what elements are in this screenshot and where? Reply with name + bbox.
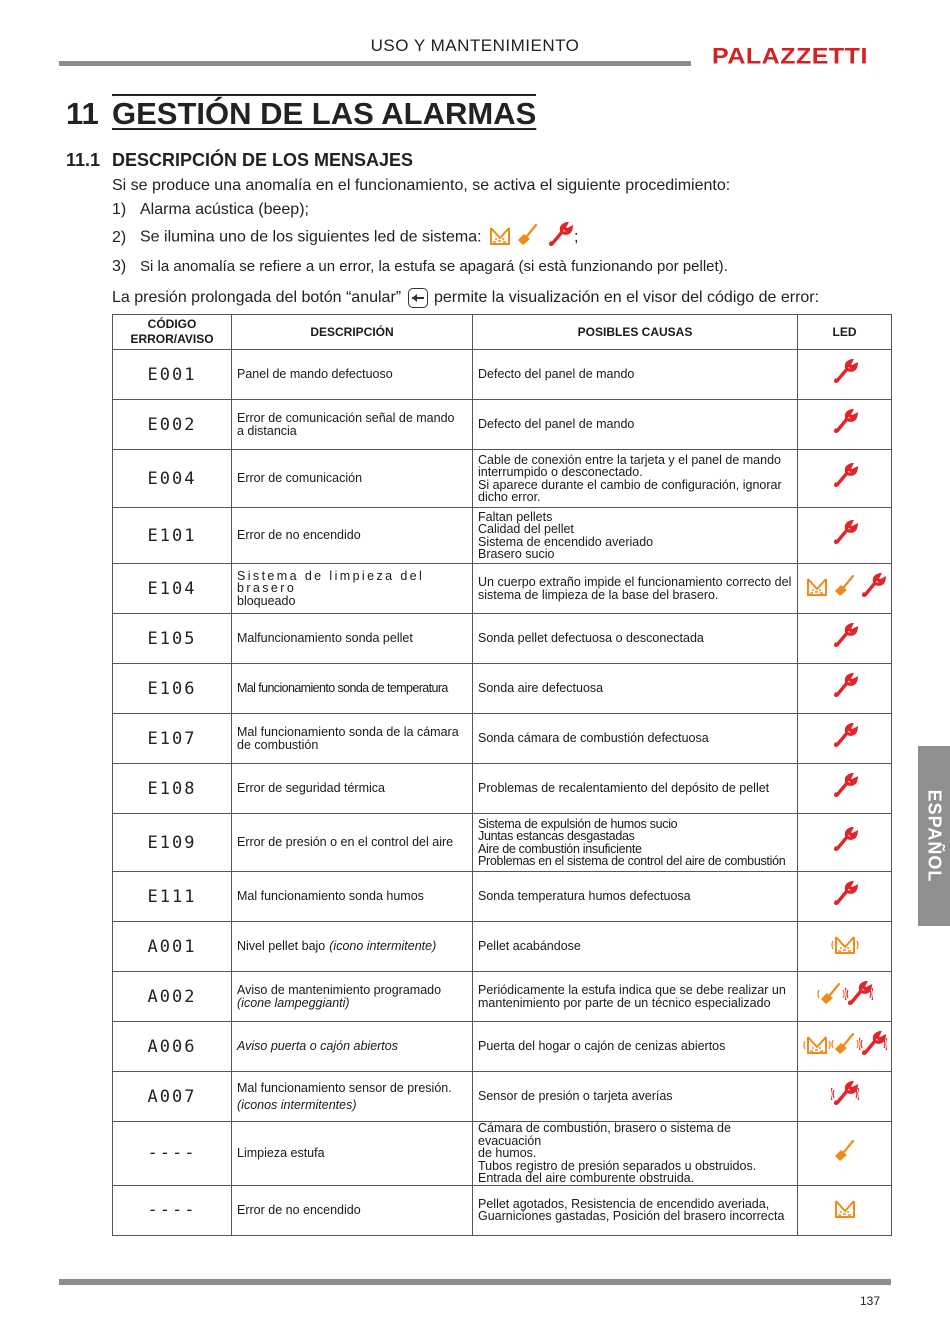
wrench-icon: [831, 623, 859, 654]
description-line: Error de seguridad térmica: [237, 781, 385, 796]
broom-icon: [514, 222, 542, 253]
step-text: Se ilumina uno de los siguientes led de sistema:: [140, 228, 482, 246]
wrench-icon: [831, 520, 859, 551]
cause-line: Sensor de presión o tarjeta averías: [478, 1089, 673, 1104]
chapter-heading: [66, 96, 536, 132]
possible-causes: [473, 350, 798, 400]
error-code: E111: [113, 872, 232, 922]
table-row: [113, 714, 892, 764]
description-line: (icono intermitente): [329, 939, 437, 954]
led-indicator: [798, 714, 892, 764]
description-line: bloqueado: [237, 593, 296, 608]
description-line: Sistema de limpieza del brasero: [237, 568, 425, 596]
error-description: [232, 714, 473, 764]
error-description: [232, 922, 473, 972]
pellet-hopper-icon: [831, 1195, 859, 1226]
led-indicator: [798, 922, 892, 972]
cause-line: dicho error.: [478, 490, 541, 504]
pellet-hopper-icon: [803, 573, 831, 604]
cause-line: Tubos registro de presión separados u obstruidos.: [478, 1158, 757, 1173]
description-line: Aviso puerta o cajón abiertos: [237, 1039, 398, 1054]
section-heading: [66, 150, 413, 171]
led-indicator: [798, 972, 892, 1022]
error-code: E001: [113, 350, 232, 400]
header-title: USO Y MANTENIMIENTO: [370, 36, 580, 55]
led-indicator: [798, 400, 892, 450]
alarm-table: [112, 314, 892, 1236]
broom-icon: [831, 573, 859, 604]
possible-causes: [473, 1122, 798, 1186]
cause-line: Defecto del panel de mando: [478, 367, 635, 382]
cause-line: Aire de combustión insuficiente: [478, 841, 642, 856]
wrench-icon: [831, 723, 859, 754]
cause-line: Cable de conexión entre la tarjeta y el panel de mando: [478, 452, 781, 467]
possible-causes: [473, 972, 798, 1022]
led-indicator: [798, 450, 892, 508]
description-line: Error de presión o en el control del aire: [237, 835, 454, 850]
description-line: Mal funcionamiento sonda de temperatura: [237, 681, 448, 696]
led-indicator: [798, 1022, 892, 1072]
cause-line: Periódicamente la estufa indica que se debe realizar un: [478, 983, 786, 997]
cause-line: Problemas en el sistema de control del aire de combustión: [478, 854, 786, 868]
led-indicator: [798, 872, 892, 922]
table-row: [113, 450, 892, 508]
wrench-icon: [831, 881, 859, 912]
error-description: [232, 1122, 473, 1186]
table-row: [113, 614, 892, 664]
cause-line: Defecto del panel de mando: [478, 417, 635, 432]
step-number: 3): [112, 258, 127, 275]
error-code: E004: [113, 450, 232, 508]
footer-rule: [59, 1279, 891, 1285]
error-description: [232, 508, 473, 564]
table-row: [113, 1185, 892, 1235]
description-line: Nivel pellet bajo: [237, 939, 326, 954]
cause-line: Sonda temperatura humos defectuosa: [478, 889, 691, 904]
error-code: E109: [113, 814, 232, 872]
wrench-icon: [859, 573, 887, 604]
step-tail: ;: [573, 228, 579, 246]
cause-line: interrumpido o desconectado.: [478, 465, 643, 479]
table-row: [113, 1072, 892, 1122]
table-row: [113, 350, 892, 400]
led-indicator: [798, 764, 892, 814]
cause-line: Brasero sucio: [478, 547, 555, 561]
table-row: [113, 972, 892, 1022]
cause-line: Sonda aire defectuosa: [478, 681, 604, 696]
error-code: E101: [113, 508, 232, 564]
cause-line: Sonda cámara de combustión defectuosa: [478, 731, 709, 746]
table-row: [113, 664, 892, 714]
error-code: A001: [113, 922, 232, 972]
wrench-icon: [831, 409, 859, 440]
cause-line: Problemas de recalentamiento del depósito de pellet: [478, 781, 770, 796]
wrench-icon: [831, 773, 859, 804]
table-row: [113, 1022, 892, 1072]
description-line: (iconos intermitentes): [237, 1098, 357, 1112]
description-line: Panel de mando defectuoso: [237, 367, 393, 382]
anular-note: [112, 288, 819, 308]
chapter-title: GESTIÓN DE LAS ALARMAS: [112, 96, 537, 131]
error-description: [232, 872, 473, 922]
error-description: [232, 664, 473, 714]
brand-logo: PALAZZETTI: [712, 43, 868, 69]
description-line: (icone lampeggianti): [237, 995, 350, 1010]
error-description: [232, 764, 473, 814]
cause-line: sistema de limpieza de la base del brasero.: [478, 587, 719, 602]
table-row: [113, 764, 892, 814]
description-line: Malfuncionamiento sonda pellet: [237, 631, 413, 646]
error-description: [232, 400, 473, 450]
header-rule: [59, 61, 691, 66]
possible-causes: [473, 564, 798, 614]
description-line: Error de no encendido: [237, 1202, 361, 1217]
cause-line: Entrada del aire comburente obstruida.: [478, 1171, 695, 1185]
possible-causes: [473, 508, 798, 564]
cause-line: Juntas estancas desgastadas: [478, 829, 635, 843]
step-2: [112, 222, 578, 253]
led-indicator: [798, 814, 892, 872]
broom-icon: [831, 1138, 859, 1169]
note-before: La presión prolongada del botón “anular”: [112, 289, 402, 307]
error-code: E104: [113, 564, 232, 614]
error-description: [232, 350, 473, 400]
system-led-icons: [486, 222, 574, 253]
chapter-number: 11: [66, 96, 99, 131]
description-line: Error de comunicación señal de mando: [237, 411, 455, 425]
wrench-icon: [831, 827, 859, 858]
error-description: [232, 1022, 473, 1072]
anular-button-icon: [408, 288, 428, 308]
possible-causes: [473, 1185, 798, 1235]
description-line: a distancia: [237, 423, 297, 438]
error-code: A007: [113, 1072, 232, 1122]
error-code: A006: [113, 1022, 232, 1072]
table-row: [113, 508, 892, 564]
pellet-hopper-icon: [486, 222, 514, 253]
cause-line: Faltan pellets: [478, 509, 553, 524]
cause-line: Sonda pellet defectuosa o desconectada: [478, 631, 704, 646]
page-number: 137: [860, 1294, 881, 1308]
step-number: 2): [112, 228, 127, 246]
led-indicator: [798, 614, 892, 664]
description-line: Mal funcionamiento sonda de la cámara: [237, 725, 459, 739]
header-causes: POSIBLES CAUSAS: [473, 315, 798, 350]
description-line: Limpieza estufa: [237, 1146, 325, 1160]
wrench-icon: [831, 463, 859, 494]
header-code: CÓDIGO ERROR/AVISO: [113, 315, 232, 350]
led-indicator: [798, 564, 892, 614]
table-row: [113, 1122, 892, 1186]
description-line: Error de comunicación: [237, 471, 363, 486]
error-description: [232, 972, 473, 1022]
header-led: LED: [798, 315, 892, 350]
note-after: permite la visualización en el visor del código de error:: [434, 289, 820, 307]
description-line: Mal funcionamiento sonda humos: [237, 889, 424, 904]
cause-line: Si aparece durante el cambio de configuración, ignorar: [478, 477, 782, 492]
table-row: [113, 400, 892, 450]
cause-line: Guarniciones gastadas, Posición del brasero incorrecta: [478, 1209, 785, 1223]
table-row: [113, 872, 892, 922]
intro-text: Si se produce una anomalía en el funcionamiento, se activa el siguiente procedimiento:: [112, 177, 731, 194]
possible-causes: [473, 814, 798, 872]
section-number: 11.1: [66, 150, 101, 170]
description-line: Mal funcionamiento sensor de presión.: [237, 1080, 452, 1095]
description-line: de combustión: [237, 737, 319, 752]
error-code: ----: [113, 1122, 232, 1186]
led-indicator: [798, 1185, 892, 1235]
step-text: Si la anomalía se refiere a un error, la estufa se apagará (si està funzionando por pellet): [140, 258, 724, 275]
step-3: [112, 258, 728, 276]
error-code: E106: [113, 664, 232, 714]
section-title: DESCRIPCIÓN DE LOS MENSAJES: [112, 150, 414, 170]
error-description: [232, 614, 473, 664]
side-tab: [918, 746, 950, 926]
possible-causes: [473, 450, 798, 508]
step-number: 1): [112, 201, 127, 218]
description-line: Aviso de mantenimiento programado: [237, 983, 442, 997]
wrench-icon: [831, 1081, 859, 1112]
possible-causes: [473, 872, 798, 922]
wrench-icon: [845, 981, 873, 1012]
led-indicator: [798, 350, 892, 400]
error-description: [232, 1185, 473, 1235]
error-code: E107: [113, 714, 232, 764]
cause-line: de humos.: [478, 1146, 537, 1160]
table-row: [113, 814, 892, 872]
table-header-row: [113, 315, 892, 350]
error-code: E108: [113, 764, 232, 814]
error-code: ----: [113, 1185, 232, 1235]
led-indicator: [798, 1122, 892, 1186]
table-row: [113, 922, 892, 972]
pellet-hopper-icon: [831, 931, 859, 962]
error-description: [232, 450, 473, 508]
cause-line: Sistema de expulsión de humos sucio: [478, 816, 678, 831]
error-code: A002: [113, 972, 232, 1022]
table-row: [113, 564, 892, 614]
possible-causes: [473, 614, 798, 664]
side-tab-label: ESPAÑOL: [924, 789, 945, 883]
cause-line: Puerta del hogar o cajón de cenizas abiertos: [478, 1039, 726, 1054]
led-indicator: [798, 664, 892, 714]
pellet-hopper-icon: [803, 1031, 831, 1062]
step-tail: .: [723, 258, 728, 275]
error-code: E105: [113, 614, 232, 664]
cause-line: Calidad del pellet: [478, 522, 574, 536]
possible-causes: [473, 1072, 798, 1122]
cause-line: Un cuerpo extraño impide el funcionamiento correcto del: [478, 575, 792, 589]
cause-line: Pellet agotados, Resistencia de encendido averiada,: [478, 1196, 770, 1211]
possible-causes: [473, 664, 798, 714]
possible-causes: [473, 400, 798, 450]
possible-causes: [473, 714, 798, 764]
header-description: DESCRIPCIÓN: [232, 315, 473, 350]
wrench-icon: [831, 673, 859, 704]
description-line: Error de no encendido: [237, 528, 361, 543]
wrench-icon: [831, 359, 859, 390]
wrench-icon: [546, 222, 574, 253]
broom-icon: [817, 981, 845, 1012]
step-text: Alarma acústica (beep);: [140, 201, 309, 218]
step-1: [112, 201, 309, 219]
led-indicator: [798, 1072, 892, 1122]
error-code: E002: [113, 400, 232, 450]
cause-line: Sistema de encendido averiado: [478, 534, 654, 549]
error-description: [232, 1072, 473, 1122]
cause-line: mantenimiento por parte de un técnico especializado: [478, 995, 771, 1010]
possible-causes: [473, 1022, 798, 1072]
broom-icon: [831, 1031, 859, 1062]
possible-causes: [473, 922, 798, 972]
wrench-icon: [859, 1031, 887, 1062]
possible-causes: [473, 764, 798, 814]
error-description: [232, 814, 473, 872]
error-description: [232, 564, 473, 614]
cause-line: Cámara de combustión, brasero o sistema de evacuación: [478, 1121, 731, 1148]
led-indicator: [798, 508, 892, 564]
cause-line: Pellet acabándose: [478, 939, 581, 954]
